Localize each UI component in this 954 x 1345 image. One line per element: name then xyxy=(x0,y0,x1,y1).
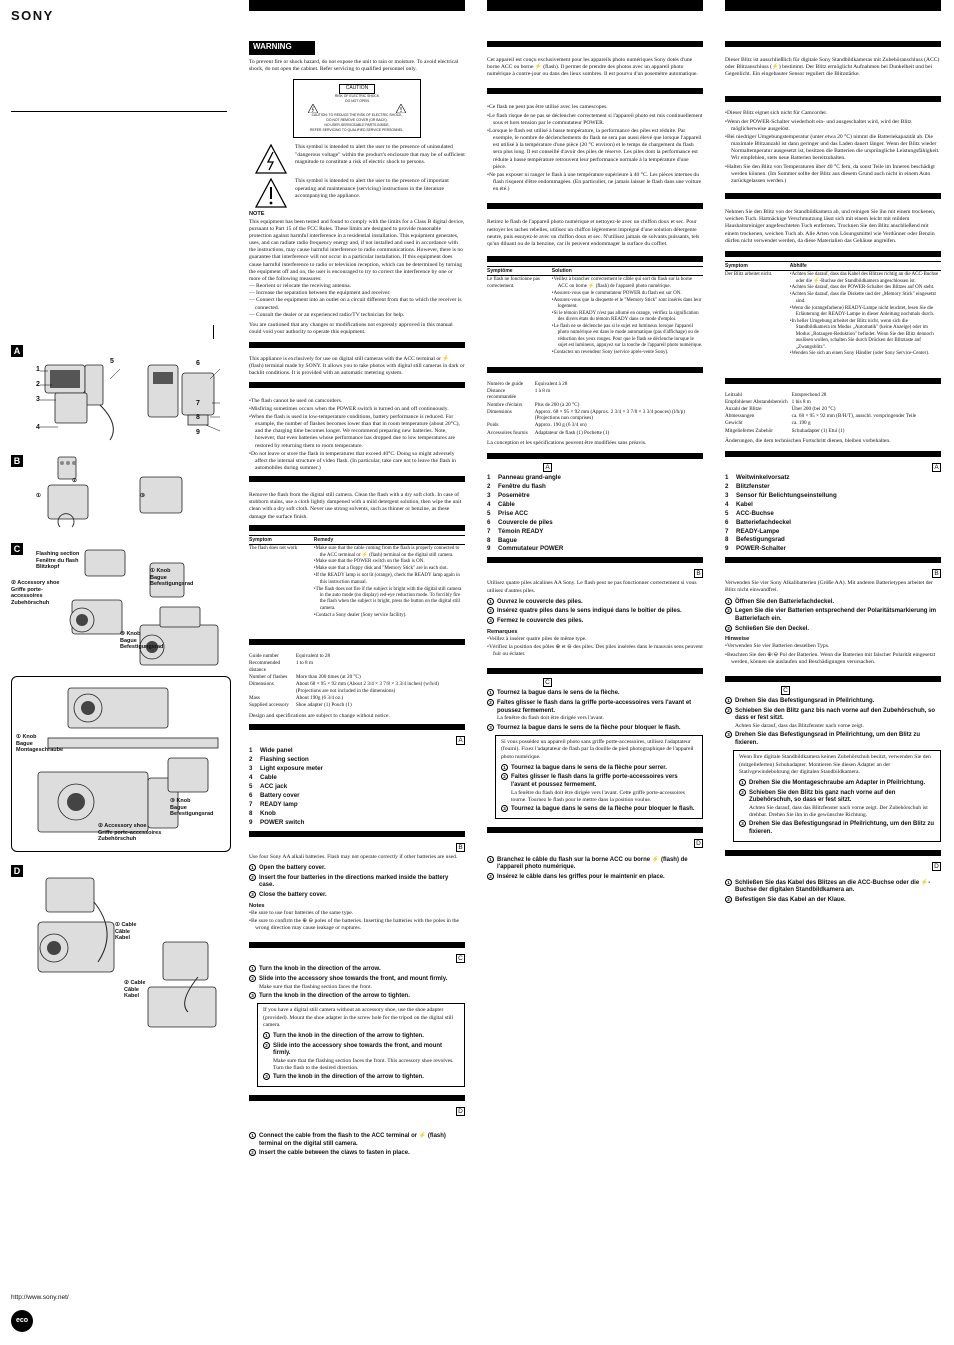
precaution-item: • The flash cannot be used on camcorders. xyxy=(249,398,465,405)
en-shoe-adapter-box xyxy=(257,1003,465,1086)
section-bar xyxy=(249,525,465,531)
remedy-item: • Wenn die (orangefarbene) READY-Lampe nicht leuchtet, lesen Sie die Erläuterung der READY-Lampe in dieser Anleitung nochmals durch. xyxy=(790,306,941,319)
step-item: 2 Faites glisser le flash dans la griffe porte-accessoires vers l'avant et poussez fermement. La fenêtre du flash doit être dirigée vers l'avant. xyxy=(487,699,703,723)
note-item: • Veillez à insérer quatre piles de même type. xyxy=(487,636,703,643)
spec-key: Dimensions xyxy=(487,408,512,415)
section-d-marker: D xyxy=(694,839,703,848)
spec-key: Gewicht xyxy=(725,420,743,427)
figure-c-drawing xyxy=(60,545,230,670)
measure-item: — Increase the separation between the equipment and receiver. xyxy=(249,290,391,297)
step-item: 1 Ouvrez le couvercle des piles. xyxy=(487,598,703,607)
figure-c-knob1-label: ① Knob Bague Befestigungsrad xyxy=(150,568,194,588)
precaution-item: • Dieser Blitz eignet sich nicht für Camcorder. xyxy=(725,110,941,117)
section-bar xyxy=(249,342,465,348)
section-bar xyxy=(249,942,465,948)
precaution-item: • Halten Sie den Blitz von Temperaturen über 40 °C fern, da sonst Teile im Inneren beschädigt werden können. (Im Sommer sollte der Blitz aus diesem Grund auch nicht in einem Auto zurückgelassen werden.) xyxy=(725,164,941,185)
note-item: • Verwenden Sie vier Batterien desselben Typs. xyxy=(725,643,941,650)
fr-mount-steps xyxy=(487,689,703,732)
step-item: 1 Öffnen Sie den Batteriefachdeckel. xyxy=(725,598,941,607)
part-item: 1 Weitwinkelvorsatz xyxy=(725,473,790,481)
remedy-item: • Assurez-vous que la disquette et le "Memory Stick" sont insérés dans leur logement. xyxy=(552,298,703,311)
part-item: 7 READY-Lampe xyxy=(725,527,780,535)
en-intro: This appliance is exclusively for use on digital still cameras with the ACC terminal or ⚡ (flash) terminal made by SONY. It allows you to take photos with digital still cameras in dark or backlit conditions. It is provided with an automatic metering system. xyxy=(249,356,465,377)
section-bar xyxy=(725,557,941,563)
spec-value: 1 to 8 m xyxy=(295,660,313,667)
part-item: 5 Prise ACC xyxy=(487,509,529,517)
note-title: NOTE xyxy=(249,211,265,218)
en-precautions xyxy=(249,398,465,473)
figure-c-shoe-label: ② Accessory shoe Griffe porte- accessoires Zubehörschuh xyxy=(11,580,60,606)
spec-key: Anzahl der Blitze xyxy=(725,406,762,413)
en-batt-steps xyxy=(249,864,465,900)
de-batt-steps xyxy=(725,598,941,634)
caution-label-line6: REFER SERVICING TO QUALIFIED SERVICE PERSONNEL. xyxy=(310,128,404,133)
table-header: Symptom xyxy=(725,261,790,270)
symptom-cell: The flash does not work xyxy=(249,546,298,552)
part-item: 3 Light exposure meter xyxy=(249,765,323,773)
caution-text: You are cautioned that any changes or modifications not expressly approved in this manual could void your authority to operate this equipment. xyxy=(249,321,453,335)
part-item: 5 ACC-Buchse xyxy=(725,509,774,517)
note-text: This equipment has been tested and found to comply with the limits for a Class B digital device, pursuant to Part 15 of the FCC Rules. These limits are designed to provide reasonable protection against harmful interference in a residential installation. This equipment generates, uses, and can radiate radio frequency energy and, if not installed and used in accordance with the instructions, may cause harmful interference to radio communications. However, there is no guarantee that interference will not occur in a particular installation. If this equipment does cause harmful interference to radio or television reception, which can be determined by turning the equipment off and on, the user is encouraged to try to correct the interference by one or more of the following measures: xyxy=(249,218,465,282)
figure-b-drawing xyxy=(30,455,230,535)
section-bar xyxy=(725,193,941,199)
sony-url: http://www.sony.net/ xyxy=(11,1294,69,1301)
en-troubleshooting-table xyxy=(249,535,465,623)
interference-measures xyxy=(249,283,465,319)
box-intro: If you have a digital still camera without an accessory shoe, use the shoe adapter (provided). Mount the shoe adapter in the screw hole for the tripod on the digital still camera. xyxy=(263,1007,454,1028)
spec-key: Number of flashes xyxy=(249,673,288,680)
section-bar xyxy=(249,831,465,837)
section-bar xyxy=(487,41,703,47)
figure-b-step-3: ③ xyxy=(140,493,145,499)
part-item: 3 Sensor für Belichtungseinstellung xyxy=(725,491,837,499)
remedy-item: • If the READY lamp is not lit (orange), check the READY lamp again in this instruction manual. xyxy=(314,573,465,586)
figure-box-knob3-label: ③ Knob Bague Befestigungsrad xyxy=(170,798,214,818)
remedy-item: • Veillez à brancher correctement le câble qui sort du flash sur la borne ACC ou borne ⚡ (flash) de l'appareil photo numérique. xyxy=(552,277,703,290)
spec-key: Distance recommandée xyxy=(487,387,517,401)
de-specs-note: Änderungen, die dem technischen Fortschritt dienen, bleiben vorbehalten. xyxy=(725,437,891,444)
en-batt-notes xyxy=(249,910,465,932)
precaution-item: • Misfiring sometimes occurs when the POWER switch is turned on and off continuously. xyxy=(249,406,465,413)
en-mount-steps xyxy=(249,965,465,1000)
spec-value: About 68 × 95 × 92 mm (About 2 3/4 × 3 7/8 × 3 3/4 inches) (w/h/d) (Projections are not included in the dimensions) xyxy=(295,681,439,694)
part-item: 3 Posemètre xyxy=(487,491,530,499)
en-maintenance: Remove the flash from the digital still camera. Clean the flash with a dry soft cloth. In case of stubborn stains, use a cloth lightly dampened with a mild detergent solution, then wipe the unit clean with a dry soft cloth. Never use strong solvents, such as thinner or benzine, as these damage the surface finish. xyxy=(249,492,462,520)
de-intro: Dieser Blitz ist ausschließlich für digitale Sony Standbildkameras mit Zubehöranschluss (ACC) oder Blitzanschluss (⚡) bestimmt. Der Blitz ermöglicht Aufnahmen bei Dunkelheit und bei Gegenlicht. Ein eingebauter Sensor reguliert die Blitzstärke. xyxy=(725,57,940,78)
section-b-marker: B xyxy=(456,843,465,852)
box-steps xyxy=(263,1032,459,1082)
spec-value: Über 200 (bei 20 °C) xyxy=(791,406,836,413)
de-precautions xyxy=(725,110,941,185)
spec-value: Approx. 68 × 95 × 92 mm (Approx. 2 3/4 × 3 7/8 × 3 3/4 pouces) (l/h/p) (Projections non comprises) xyxy=(534,408,685,422)
precaution-item: • Lorsque le flash est utilisé à basse température, la performance des piles est réduite. Par exemple, le nombre de déclenchements du flash ne sera pas aussi élevé que lorsque l'appareil est utilisé à la température d'une pièce (20 °C environ) et le temps de chargement du flash sera plus long. Il est conseillé d'avoir des piles de réserve. Les piles dont la performance est réduite à basse température retrouvent leur performance normale à la température d'une pièce. xyxy=(487,128,703,171)
fr-intro: Cet appareil est conçu exclusivement pour les appareils photo numériques Sony dotés d'une borne ACC ou borne ⚡ (flash). Il permet de prendre des photos avec un appareil photo numérique à contre-jour ou dans des lieux sombres. Il est pourvu d'un posemètre automatique. xyxy=(487,57,698,78)
de-specs-table xyxy=(725,392,920,435)
part-item: 1 Panneau grand-angle xyxy=(487,473,561,481)
symbol2-text: This symbol is intended to alert the user to the presence of important operating and maintenance (servicing) instructions in the literature accompanying the appliance. xyxy=(295,178,449,199)
spec-value: Equivalent to 28 xyxy=(295,652,331,659)
section-bar xyxy=(487,453,703,459)
spec-value: More than 200 times (at 20 °C) xyxy=(295,673,361,680)
step-item: 2 Schieben Sie den Blitz bis ganz nach vorne auf den Zubehörschuh, so dass er fest sitzt. Achten Sie darauf, dass das Blitzfenster nach vorne zeigt. Der Zubehörschuh ist drehbar. Drehen Sie ihn in die gewünschte Richtung. xyxy=(739,789,935,820)
spec-key: Empfohlener Abstandsbereich xyxy=(725,398,788,405)
precaution-item: • Wenn der POWER-Schalter wiederholt ein- und ausgeschaltet wird, wird der Blitz möglicherweise ausgelöst. xyxy=(725,119,941,133)
part-item: 8 Knob xyxy=(249,809,276,817)
part-item: 2 Flashing section xyxy=(249,756,309,764)
step-item: 1 Turn the knob in the direction of the arrow to tighten. xyxy=(263,1032,459,1041)
fr-maintenance: Retirez le flash de l'appareil photo numérique et nettoyez-le avec un chiffon doux et sec. Pour nettoyer les taches rebelles, utilisez un chiffon légèrement imprégné d'une solution détergente neutre, puis essuyez-le avec un chiffon doux et sec. N'utilisez jamais de solvants puissants, tels qu'un diluant ou de la benzine, car ils peuvent endommager la surface du coffret. xyxy=(487,219,700,247)
step-item: 1 Drehen Sie das Befestigungsrad in Pfeilrichtung. xyxy=(725,697,941,706)
section-b-marker: B xyxy=(932,569,941,578)
spec-key: Accessoires fournis xyxy=(487,429,528,436)
eco-badge: eco xyxy=(11,1310,33,1332)
remedy-item: • Achten Sie darauf, dass das Kabel des Blitzes richtig an die ACC-Buchse oder die ⚡-Buchse der Standbildkamera angeschlossen ist. xyxy=(790,272,941,285)
figure-a-drawing xyxy=(30,355,230,445)
fr-troubleshooting-table xyxy=(487,266,703,361)
caution-label-line1: RISK OF ELECTRIC SHOCK xyxy=(334,93,380,98)
part-item: 8 Befestigungsrad xyxy=(725,536,785,544)
step-item: 2 Slide into the accessory shoe towards the front, and mount firmly. Make sure that the flashing section faces the front. xyxy=(249,975,465,991)
note-item: • Vérifiez la position des pôles ⊕ et ⊖ des piles. Des piles insérées dans le mauvais sens peuvent fuir ou éclater. xyxy=(487,644,703,658)
step-item: 3 Tournez la bague dans le sens de la flèche pour bloquer le flash. xyxy=(501,805,697,814)
figures-column xyxy=(0,0,240,1345)
caution-label-title: CAUTION xyxy=(339,84,376,94)
remedy-item: • Si le témoin READY n'est pas allumé en orange, vérifiez la signification des divers états du témoin READY dans ce mode d'emploi. xyxy=(552,311,703,324)
remedy-item: • Contactez un revendeur Sony (service après-vente Sony). xyxy=(552,350,703,356)
spec-key: Mass xyxy=(249,694,260,701)
precaution-item: • Ne pas exposer ni ranger le flash à une température supérieure à 40 °C. Les pièces internes du flash risquent d'être endommagées. (En particulier, ne jamais laisser le flash dans une voiture en été.) xyxy=(487,172,703,193)
figure-a-num-6: 6 xyxy=(196,360,200,367)
table-header: Solution xyxy=(552,266,703,275)
section-bar xyxy=(725,451,941,457)
section-a-marker: A xyxy=(932,463,941,472)
precaution-item: • Do not leave or store the flash in temperatures that exceed 40°C. Doing so might adversely affect the internal structure of video flash. (In particular, take care not to leave the flash in automobiles during summer.) xyxy=(249,451,465,472)
step-item: 1 Connect the cable from the flash to the ACC terminal or ⚡ (flash) terminal on the digital still camera. xyxy=(249,1132,465,1148)
de-parts-list xyxy=(725,474,941,553)
english-column xyxy=(249,0,465,1345)
spec-value: 1 bis 8 m xyxy=(791,398,811,405)
caution-label-line3: CAUTION: TO REDUCE THE RISK OF ELECTRIC SHOCK, xyxy=(311,113,403,118)
fr-parts-list xyxy=(487,474,703,553)
figure-d-cable2-label: ② Cable Câble Kabel xyxy=(124,980,146,1000)
figure-a-num-9: 9 xyxy=(196,429,200,436)
figure-b-label: B xyxy=(11,455,23,467)
box-steps xyxy=(739,779,935,837)
precaution-item: • When the flash is used in low-temperature conditions, battery performance is reduced. For example, the number of flashes becomes lower than that in room temperature (about 20°C), and the charging time becomes longer. We recommend preparing new batteries. Note, however, that even batteries whose performance has dropped due to low temperatures are restored by returning them to room temperature. xyxy=(249,414,465,450)
de-maintenance: Nehmen Sie den Blitz von der Standbildkamera ab, und reinigen Sie ihn mit einem trockenen, weichen Tuch. Hartnäckige Verschmutzung lässt sich mit einem leicht mit mildem Haushaltsreiniger angefeuchteten Tuch entfernen. Trocknen Sie den Blitz anschließend mit einem trockenen, weichen Tuch ab. Alle Arten von Lösungsmittel wie Verdünner oder Benzin dürfen nicht verwendet werden, da diese Materialien das Gehäuse angreifen. xyxy=(725,209,936,244)
step-item: 3 Drehen Sie das Befestigungsrad in Pfeilrichtung, um den Blitz zu fixieren. xyxy=(725,731,941,747)
step-item: 3 Drehen Sie das Befestigungsrad in Pfeilrichtung, um den Blitz zu fixieren. xyxy=(739,820,935,836)
box-intro: Wenn Ihre digitale Standbildkamera keinen Zubehörschuh besitzt, verwenden Sie den (mitgelieferten) Schuhadapter. Montieren Sie diesen Adapter an der Stativgewindebohrung der digitalen Standbildkamera. xyxy=(739,754,931,775)
section-bar xyxy=(487,256,703,262)
figure-a-num-2: 2 xyxy=(36,381,40,388)
remedy-item: • Achten Sie darauf, dass die Diskette und der „Memory Stick" eingesetzt sind. xyxy=(790,292,941,305)
figure-c-knob3-label: ③ Knob Bague Befestigungsrad xyxy=(120,631,164,651)
symptom-cell: Le flash ne fonctionne pas correctement. xyxy=(487,277,540,289)
section-bar xyxy=(725,850,941,856)
english-top-bar xyxy=(249,0,465,11)
remedy-item: • Make sure that the POWER switch on the flash is ON. xyxy=(314,559,465,565)
de-troubleshooting-table xyxy=(725,261,941,362)
part-item: 9 Commutateur POWER xyxy=(487,545,564,553)
part-item: 6 Batteriefachdeckel xyxy=(725,518,792,526)
spec-key: Poids xyxy=(487,422,499,429)
fr-specs-table xyxy=(487,381,703,437)
en-specs-note: Design and specifications are subject to change without notice. xyxy=(249,713,390,720)
part-item: 8 Bague xyxy=(487,536,517,544)
fr-precautions xyxy=(487,104,703,193)
figure-b-step-1: ① xyxy=(36,493,41,499)
section-b-marker: B xyxy=(694,569,703,578)
section-bar xyxy=(725,96,941,102)
spec-key: Nombre d'éclairs xyxy=(487,401,523,408)
figure-a-num-4: 4 xyxy=(36,424,40,431)
step-item: 3 Turn the knob in the direction of the arrow to tighten. xyxy=(263,1073,459,1082)
remedy-item: • Wenden Sie sich an einen Sony Händler (oder Sony Service-Center). xyxy=(790,351,941,357)
remedy-item: • Le flash ne se déclenche pas si le sujet est lumineux lorsque l'appareil photo numérique est dans le mode automatique (pas d'affichage) ou de réduction des yeux rouges. Pour que le flash se déclenche lorsque le sujet est lumineux, appuyez sur la touche de l'appareil photo numérique. xyxy=(552,324,703,350)
de-shoe-adapter-box xyxy=(733,750,941,841)
part-item: 7 Témoin READY xyxy=(487,527,544,535)
step-item: 3 Fermez le couvercle des piles. xyxy=(487,617,703,626)
fr-batt-intro: Utilisez quatre piles alcalines AA Sony. Le flash peut ne pas fonctionner correctement si vous utilisez d'autres piles. xyxy=(487,580,697,594)
spec-value: ca. 190 g xyxy=(791,420,811,427)
measure-item: — Connect the equipment into an outlet on a circuit different from that to which the receiver is connected. xyxy=(249,297,462,311)
remedy-list xyxy=(790,272,941,358)
step-item: 2 Befestigen Sie das Kabel an der Klaue. xyxy=(725,896,941,905)
section-bar xyxy=(487,668,703,674)
step-item: 1 Open the battery cover. xyxy=(249,864,465,873)
figure-box-shoe-label: ② Accessory shoe Griffe porte-accessoires Zubehörschuh xyxy=(98,823,162,843)
section-bar xyxy=(249,476,465,482)
step-item: 2 Legen Sie die vier Batterien entsprechend der Polaritätsmarkierung im Batteriefach ein. xyxy=(725,607,941,623)
symbol1-text: This symbol is intended to alert the user to the presence of uninsulated "dangerous voltage" within the product's enclosure that may be of sufficient magnitude to constitute a risk of electric shock to persons. xyxy=(295,144,465,165)
cover-rule-1 xyxy=(11,111,227,112)
step-item: 1 Drehen Sie die Montageschraube am Adapter in Pfeilrichtung. xyxy=(739,779,935,788)
spec-key: Numéro de guide xyxy=(487,380,524,387)
figure-c-flash-label: Flashing section Fenêtre du flash Blitzkopf xyxy=(36,551,80,571)
remedy-item: • Assurez-vous que le commutateur POWER du flash est sur ON. xyxy=(552,291,703,297)
remedy-list xyxy=(552,277,703,356)
note-item: • Beachten Sie den ⊕/⊖ Pol der Batterien. Wenn die Batterien mit falscher Polarität eingesetzt werden, können sie auslaufen und Beschädigungen verursachen. xyxy=(725,652,941,666)
step-item: 2 Schieben Sie den Blitz ganz bis nach vorne auf den Zubehörschuh, so dass er fest sitzt. Achten Sie darauf, dass das Blitzfenster nach vorne zeigt. xyxy=(725,707,941,731)
figure-a-num-8: 8 xyxy=(196,414,200,421)
section-bar xyxy=(487,557,703,563)
figure-a-num-1: 1 xyxy=(36,366,40,373)
part-item: 4 Câble xyxy=(487,500,515,508)
section-bar xyxy=(725,378,941,384)
step-item: 3 Tournez la bague dans le sens de la flèche pour bloquer le flash. xyxy=(487,724,703,733)
part-item: 5 ACC jack xyxy=(249,783,288,791)
de-batt-notes xyxy=(725,643,941,665)
spec-value: Equivalent à 28 xyxy=(534,380,568,387)
german-column xyxy=(725,0,941,1345)
section-bar xyxy=(487,367,703,373)
fr-connect-steps xyxy=(487,856,703,882)
spec-value: ca. 68 × 95 × 92 mm (B/H/T), ausschl. vorspringender Teile xyxy=(791,413,917,420)
spec-key: Mitgeliefertes Zubehör xyxy=(725,427,773,434)
section-bar xyxy=(249,639,465,645)
section-a-marker: A xyxy=(543,463,552,472)
section-a-marker: A xyxy=(456,736,465,745)
section-bar xyxy=(487,203,703,209)
part-item: 9 POWER-Schalter xyxy=(725,545,786,553)
en-specs-table xyxy=(249,653,465,709)
step-item: 3 Schließen Sie den Deckel. xyxy=(725,625,941,634)
en-notes-title: Notes xyxy=(249,902,265,909)
precaution-item: • Bei niedriger Umgebungstemperatur (unter etwa 20 °C) nimmt die Batteriekapazität ab. Die maximale Blitzanzahl ist dann geringer und das Laden dauert länger. Wenn der Blitz wieder Normaltemperatur ausgesetzt ist, besitzen die Batterien die ursprüngliche Leistungsfähigkeit. Wir empfehlen, stets neue Batterien bereitzuhalten. xyxy=(725,134,941,163)
step-item: 2 Insert the cable between the claws to fasten in place. xyxy=(249,1149,465,1158)
section-bar xyxy=(725,41,941,47)
caution-label-box xyxy=(293,79,421,138)
section-bar xyxy=(487,827,703,833)
box-steps xyxy=(501,764,697,814)
figure-b-step-2: ② xyxy=(72,478,77,484)
measure-item: — Reorient or relocate the receiving antenna. xyxy=(249,283,352,290)
precaution-item: • Ce flash ne peut pas être utilisé avec les camescopes. xyxy=(487,104,703,111)
measure-item: — Consult the dealer or an experienced radio/TV technician for help. xyxy=(249,311,405,318)
symptom-cell: Der Blitz arbeitet nicht. xyxy=(725,272,773,278)
lightning-warning-icon xyxy=(308,104,318,113)
section-c-marker: C xyxy=(456,954,465,963)
cover-rule-2 xyxy=(213,325,214,339)
figure-d-label: D xyxy=(11,865,23,877)
step-item: 3 Turn the knob in the direction of the arrow to tighten. xyxy=(249,992,465,1001)
sony-logo: SONY xyxy=(11,8,54,23)
warning-text: To prevent fire or shock hazard, do not expose the unit to rain or moisture. To avoid electrical shock, do not open the cabinet. Refer servicing to qualified personnel only. xyxy=(249,59,459,73)
section-bar xyxy=(249,724,465,730)
spec-key: Supplied accessory xyxy=(249,702,289,709)
part-item: 4 Kabel xyxy=(725,500,753,508)
step-item: 1 Tournez la bague dans le sens de la flèche pour serrer. xyxy=(501,764,697,773)
remedy-item: • Make sure that the cable coming from the flash is properly connected to the ACC terminal or ⚡ (flash) terminal on the digital still camera. xyxy=(314,546,465,559)
step-item: 2 Insert the four batteries in the directions marked inside the battery case. xyxy=(249,874,465,890)
step-item: 2 Insérez le câble dans les griffes pour le maintenir en place. xyxy=(487,873,703,882)
spec-value: Approx. 190 g (6 3/4 on) xyxy=(534,422,587,429)
remedy-item: • The flash does not fire if the subject is bright with the digital still camera in the auto mode (no display) red-eye reduction mode. To forcibly fire the flash when the subject is bright, press the button on the digital still camera. xyxy=(314,587,465,613)
figure-a-label: A xyxy=(11,345,23,357)
part-item: 2 Fenêtre du flash xyxy=(487,482,546,490)
step-item: 1 Branchez le câble du flash sur la borne ACC ou borne ⚡ (flash) de l'appareil photo numérique. xyxy=(487,856,703,872)
french-column xyxy=(487,0,703,1345)
section-bar xyxy=(725,676,941,682)
section-d-marker: D xyxy=(456,1107,465,1116)
step-item: 3 Close the battery cover. xyxy=(249,891,465,900)
warning-title: WARNING xyxy=(249,41,315,55)
caution-label-line5: NO USER-SERVICEABLE PARTS INSIDE. xyxy=(324,123,390,128)
fr-notes-title: Remarques xyxy=(487,628,518,635)
figure-c-label: C xyxy=(11,543,23,555)
section-c-marker: C xyxy=(543,678,552,687)
section-bar xyxy=(725,251,941,257)
remedy-item: • Make sure that a floppy disk and "Memory Stick" are in each slot. xyxy=(314,566,465,572)
section-bar xyxy=(249,382,465,388)
figure-d-drawing xyxy=(28,872,228,1032)
step-item: 1 Turn the knob in the direction of the arrow. xyxy=(249,965,465,974)
spec-key: Recommended distance xyxy=(249,660,281,673)
spec-value: About 190g (6 3/4 oz.) xyxy=(295,694,344,701)
spec-value: Plus de 200 (à 20 °C) xyxy=(534,401,580,408)
de-mount-steps xyxy=(725,697,941,748)
figure-a-num-7: 7 xyxy=(196,400,200,407)
figure-d-cable1-label: ① Cable Câble Kabel xyxy=(115,922,137,942)
spec-value: 1 à 8 m xyxy=(534,387,551,394)
spec-key: Guide number xyxy=(249,652,279,659)
spec-key: Dimensions xyxy=(249,681,274,688)
section-c-marker: C xyxy=(781,686,790,695)
part-item: 1 Wide panel xyxy=(249,747,293,755)
en-parts-list xyxy=(249,747,465,826)
part-item: 6 Battery cover xyxy=(249,792,300,800)
en-batt-intro: Use four Sony AA alkali batteries. Flash may not operate correctly if other batteries are used. xyxy=(249,853,458,860)
de-batt-intro: Verwenden Sie vier Sony Alkalibatterien (Größe AA). Mit anderen Batterietypen arbeitet der Blitz nicht einwandfrei. xyxy=(725,580,933,594)
part-item: 9 POWER switch xyxy=(249,818,305,826)
step-item: 1 Schließen Sie das Kabel des Blitzes an die ACC-Buchse oder die ⚡-Buchse der digitalen Standbildkamera an. xyxy=(725,879,941,895)
note-item: • Be sure to confirm the ⊕ ⊖ poles of the batteries. Inserting the batteries with the poles in the wrong direction may cause leakage or ruptures. xyxy=(249,918,465,932)
lightning-symbol-icon xyxy=(255,144,287,174)
spec-key: Leitzahl xyxy=(725,391,742,398)
section-bar xyxy=(249,1095,465,1101)
box-intro: Si vous possédez un appareil photo sans griffe porte-accessoires, utilisez l'adaptateur (fourni). Fixez l'adaptateur de flash par la douille de pied photographique de l'appareil photo numérique. xyxy=(501,739,694,760)
note-item: • Be sure to use four batteries of the same type. xyxy=(249,910,465,917)
fr-batt-steps xyxy=(487,598,703,626)
german-top-bar xyxy=(725,0,941,11)
figure-a-num-3: 3 xyxy=(36,396,40,403)
step-item: 2 Insérez quatre piles dans le sens indiqué dans le boîtier de piles. xyxy=(487,607,703,616)
remedy-list xyxy=(314,546,465,619)
de-notes-title: Hinweise xyxy=(725,636,750,643)
section-bar xyxy=(487,88,703,94)
step-item: 2 Slide into the accessory shoe towards the front, and mount firmly. Make sure that the flashing section faces the front. This accessory shoe revolves. Turn the flash to the desired direction. xyxy=(263,1042,459,1073)
exclamation-warning-icon xyxy=(396,104,406,113)
part-item: 6 Couvercle de piles xyxy=(487,518,553,526)
spec-key: Abmessungen xyxy=(725,413,755,420)
part-item: 2 Blitzfenster xyxy=(725,482,770,490)
exclamation-symbol-icon xyxy=(255,178,287,208)
table-header: Symptôme xyxy=(487,266,552,275)
step-item: 2 Faites glisser le flash dans la griffe porte-accessoires vers l'avant et poussez fermement. La fenêtre du flash doit être dirigée vers l'avant. Cette griffe porte-accessoires tourne. Tournez le flash pour le mettre dans la position voulue. xyxy=(501,773,697,804)
remedy-item: • In heller Umgebung arbeitet der Blitz nicht, wenn sich die Standbildkamera im Modus „Automatik" (keine Anzeige) oder im Modus „Rotaugen-Reduktion" befindet. Wenn Sie den Blitz dennoch auslösen wollen, schalten Sie durch Drücken der Blitztaste auf „Zwangsblitz". xyxy=(790,319,941,351)
figure-box-knob1-label: ① Knob Bague Montageschraube xyxy=(16,734,64,754)
fr-batt-notes xyxy=(487,636,703,658)
part-item: 4 Cable xyxy=(249,774,277,782)
table-header: Symptom xyxy=(249,535,314,544)
de-connect-steps xyxy=(725,879,941,905)
spec-value: Adaptateur de flash (1) Pochette (1) xyxy=(534,429,610,436)
en-connect-steps xyxy=(249,1132,465,1158)
precaution-item: • Le flash risque de ne pas se déclencher correctement si l'appareil photo est mis continuellement sous et hors tension par le commutateur POWER. xyxy=(487,113,703,127)
table-header: Remedy xyxy=(314,535,465,544)
step-item: 1 Tournez la bague dans le sens de la flèche. xyxy=(487,689,703,698)
remedy-item: • Contact a Sony dealer (Sony service facility). xyxy=(314,613,465,619)
remedy-item: • Achten Sie darauf, dass der POWER-Schalter des Blitzes auf ON steht. xyxy=(790,285,941,291)
spec-value: Entsprechend 28 xyxy=(791,391,827,398)
caution-label-line2: DO NOT OPEN xyxy=(345,98,369,103)
figure-a-num-5: 5 xyxy=(110,358,114,365)
french-top-bar xyxy=(487,0,703,11)
spec-value: Schuhadapter (1) Etui (1) xyxy=(791,427,845,434)
part-item: 7 READY lamp xyxy=(249,801,298,808)
section-d-marker: D xyxy=(932,862,941,871)
caution-label-line4: DO NOT REMOVE COVER (OR BACK). xyxy=(326,118,388,123)
fr-specs-note: La conception et les spécifications peuvent être modifiées sans préavis. xyxy=(487,439,647,446)
fr-shoe-adapter-box xyxy=(495,735,703,818)
spec-value: Shoe adapter (1) Pouch (1) xyxy=(295,702,352,709)
table-header: Abhilfe xyxy=(790,261,941,270)
